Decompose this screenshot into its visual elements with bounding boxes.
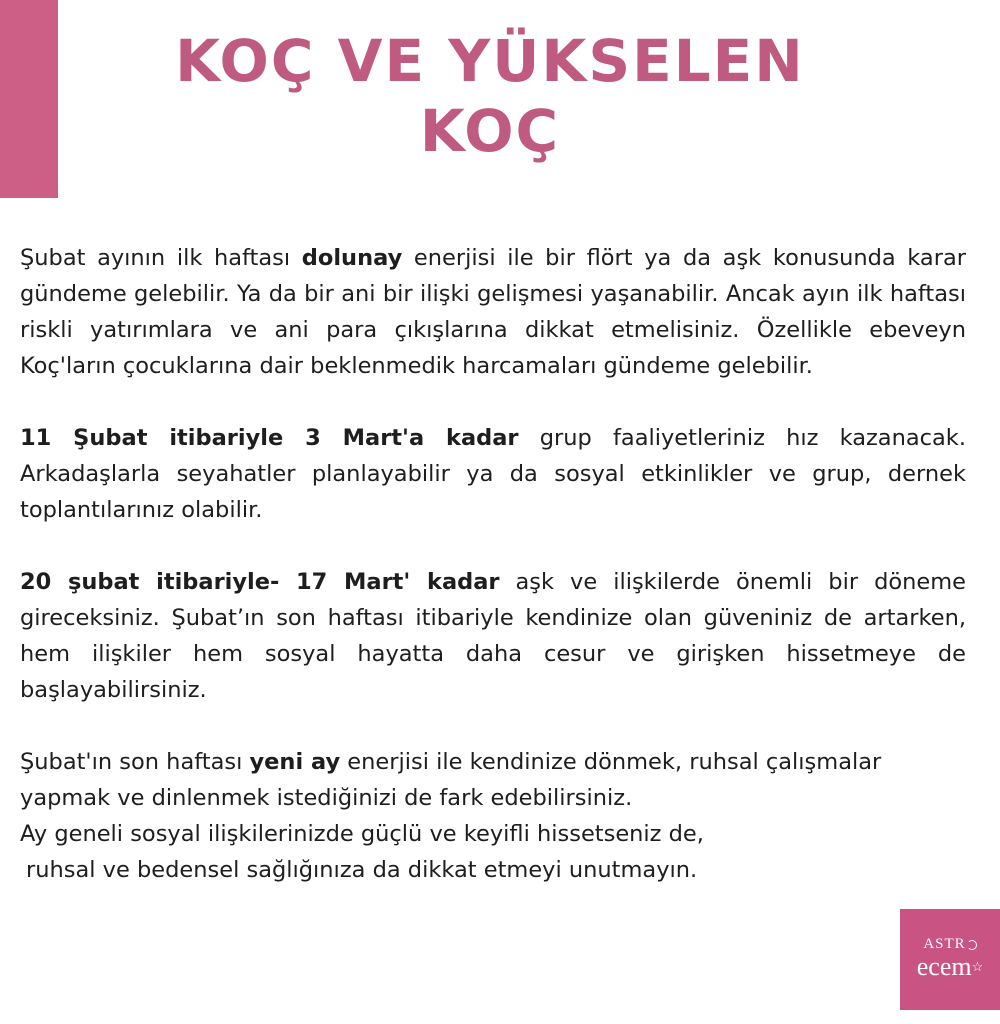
moon-icon (967, 940, 977, 950)
paragraph-1-text-b: enerjisi ile bir flört ya da aşk konusunda karar gündeme gelebilir. Ya da bir ani bir ilişki gelişmesi yaşanabilir. Ancak ayın ilk haftası riskli yatırımlara ve ani para çıkışlarına dikkat etmelisiniz. Özellikle ebeveyn Koç'ların çocuklarına dair beklenmedik harcamaları gündeme gelebilir. (20, 245, 967, 379)
paragraph-4-line-4: ruhsal ve bedensel sağlığınıza da dikkat etmeyi unutmayın. (26, 857, 698, 883)
title-line-2: KOÇ (419, 97, 561, 165)
paragraph-4-text-b: enerjisi ile kendinize dönmek, ruhsal çalışmalar yapmak ve dinlenmek istediğinizi de fark edebilirsiniz. (20, 749, 882, 811)
paragraph-3-highlight: 20 şubat itibariyle- 17 Mart' kadar (20, 569, 500, 595)
paragraph-2-highlight: 11 Şubat itibariyle 3 Mart'a kadar (20, 425, 519, 451)
paragraph-2 (20, 420, 966, 528)
article-body (20, 240, 966, 924)
paragraph-2-text: grup faaliyetleriniz hız kazanacak. Arkadaşlarla seyahatler planlayabilir ya da sosyal etkinlikler ve grup, dernek toplantılarınız olabilir. (20, 425, 966, 523)
paragraph-4-text-a: Şubat'ın son haftası (20, 749, 250, 775)
star-icon: ☆ (971, 959, 984, 974)
accent-bar (0, 0, 58, 198)
page-title (80, 26, 900, 166)
logo-top-text: ASTR (923, 936, 966, 952)
paragraph-4 (20, 744, 966, 888)
logo-bottom-line (900, 953, 1000, 981)
paragraph-1 (20, 240, 966, 384)
logo-top-line (900, 935, 1000, 953)
paragraph-1-text-a: Şubat ayının ilk haftası (20, 245, 302, 271)
paragraph-4-main (20, 744, 966, 816)
paragraph-4-highlight: yeni ay (249, 749, 341, 775)
paragraph-3 (20, 564, 966, 708)
paragraph-1-highlight: dolunay (301, 245, 403, 271)
logo-bottom-text: ecem (916, 952, 972, 981)
paragraph-3-text: aşk ve ilişkilerde önemli bir döneme gireceksiniz. Şubat’ın son haftası itibariyle kendinize olan güveniniz de artarken, hem ilişkiler hem sosyal hayatta daha cesur ve girişken hissetmeye de başlayabilirsiniz. (20, 569, 966, 703)
paragraph-4-line-3: Ay geneli sosyal ilişkilerinizde güçlü ve keyifli hissetseniz de, (20, 821, 704, 847)
title-line-1: KOÇ VE YÜKSELEN (175, 27, 805, 95)
brand-logo (900, 909, 1000, 1010)
